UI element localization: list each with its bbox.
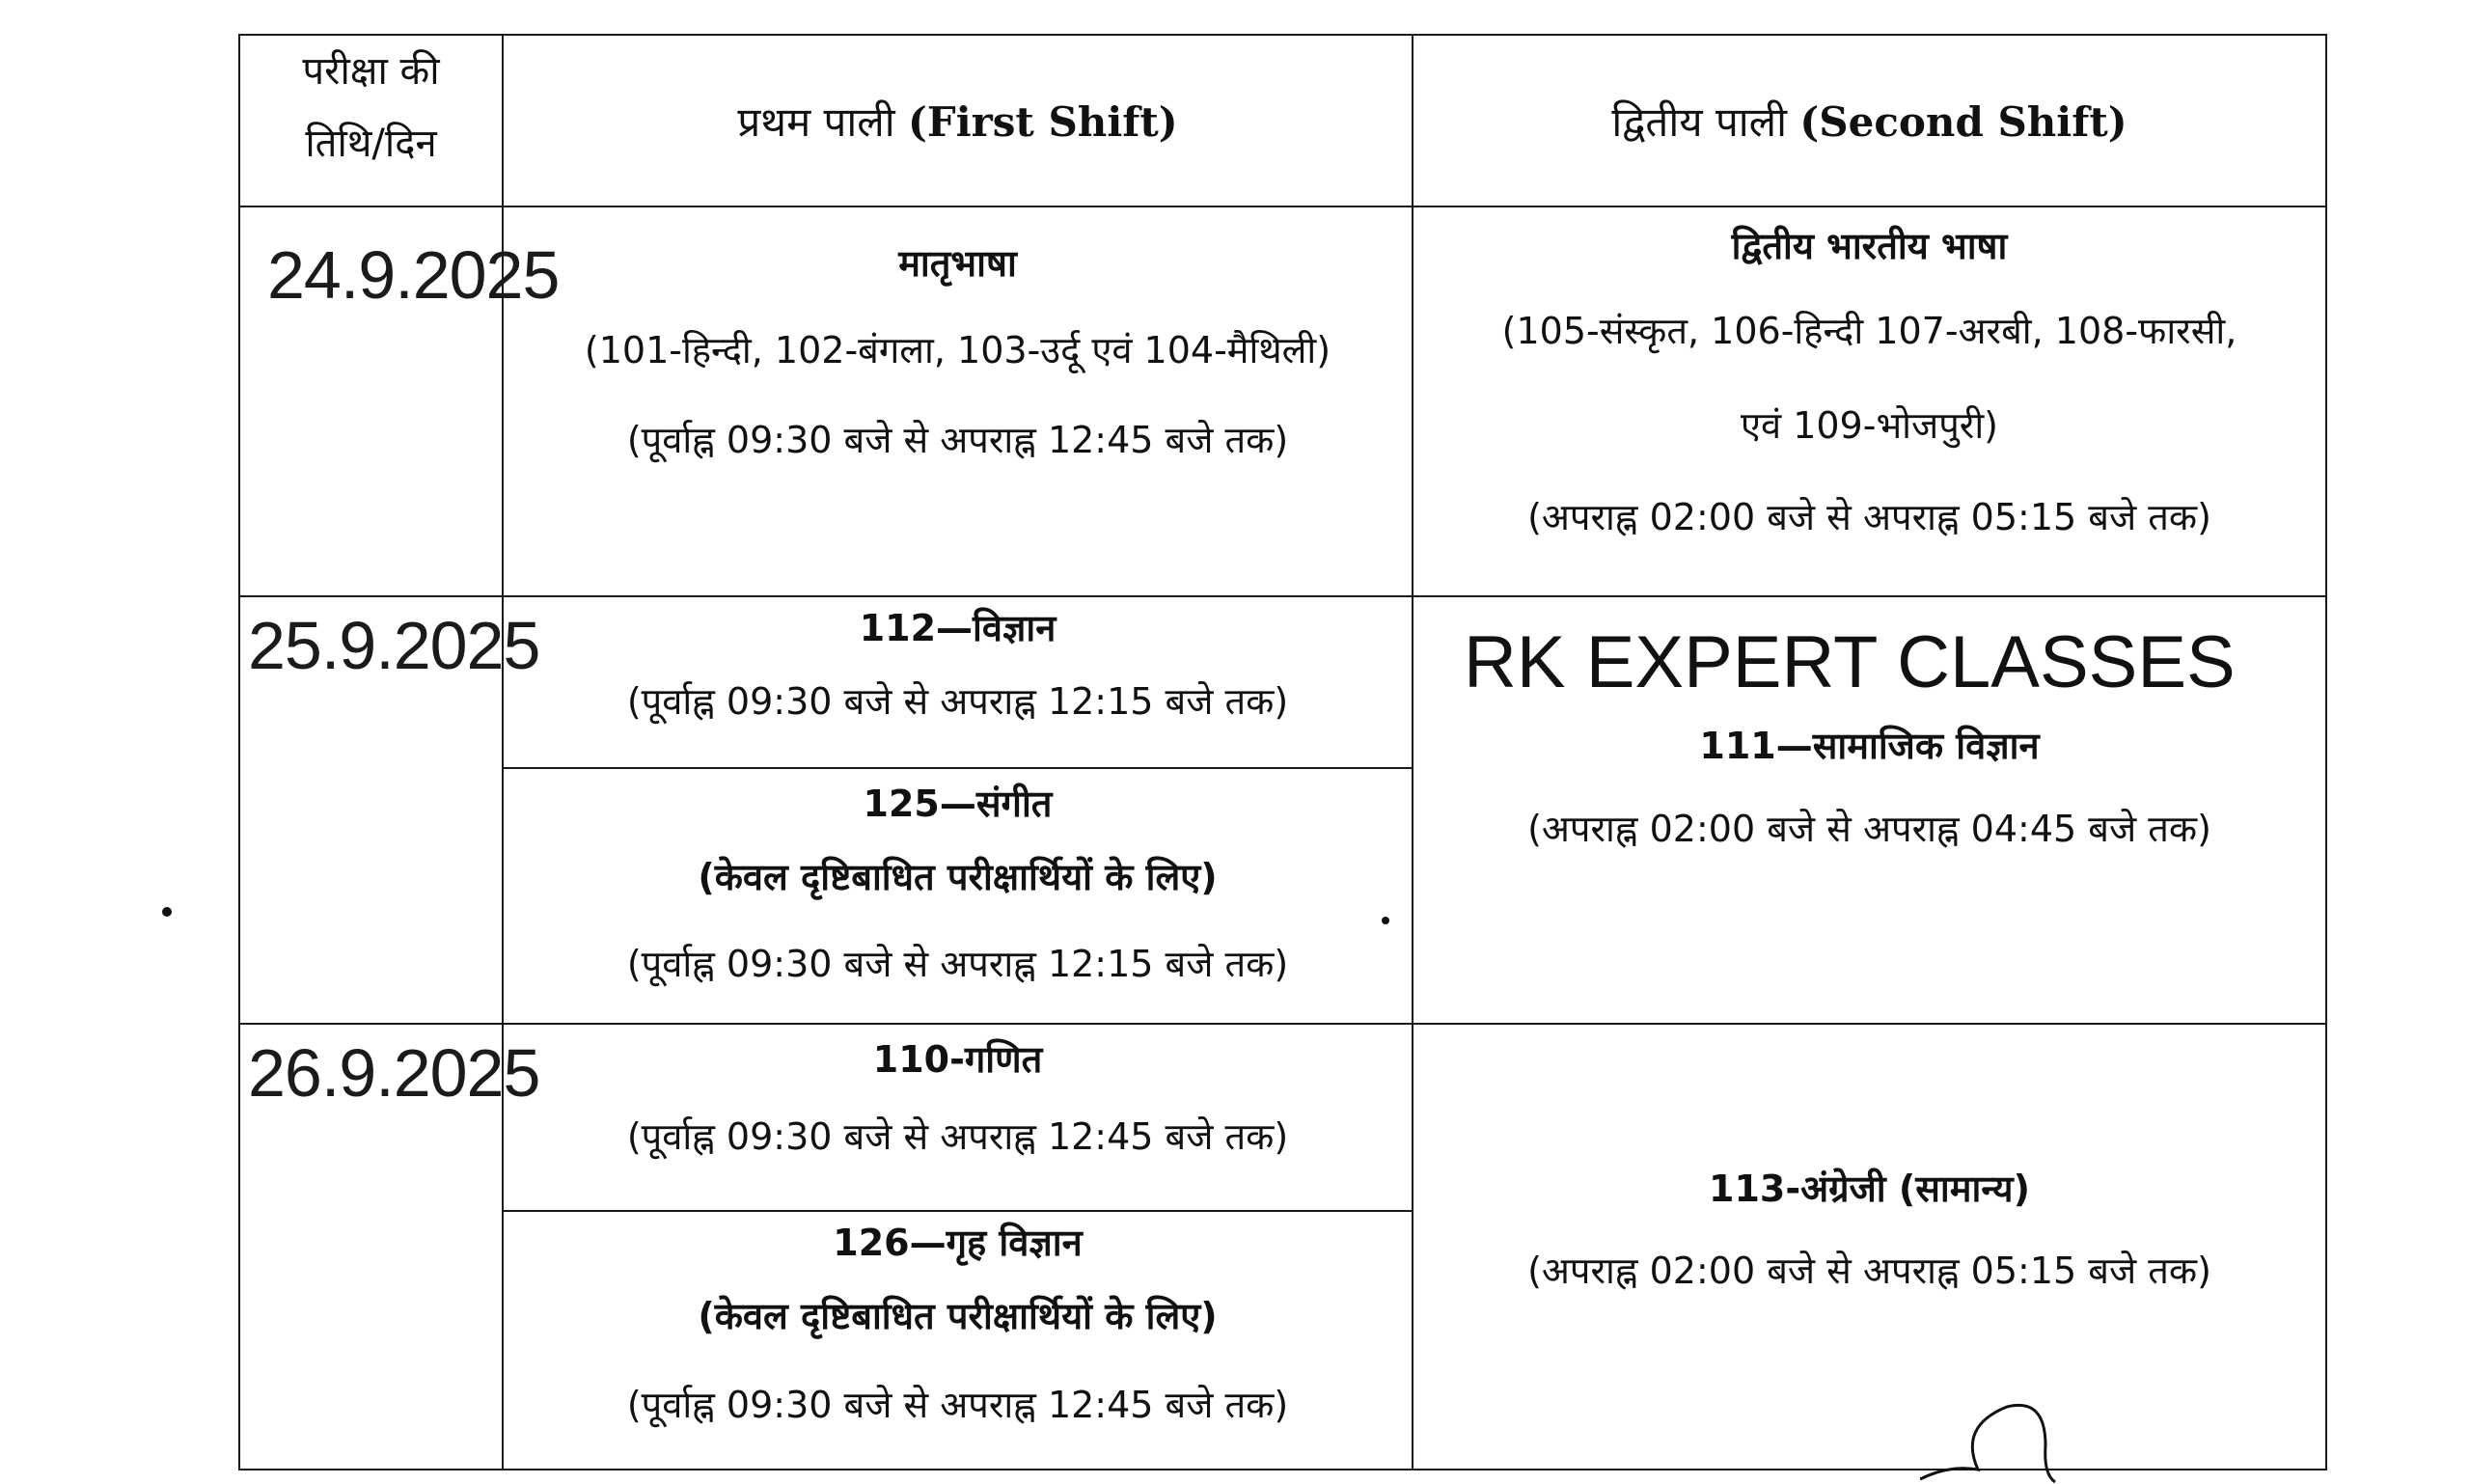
subject-title: 110-गणित <box>872 1038 1043 1081</box>
header-row <box>239 35 2326 206</box>
exam-time: (पूर्वाह्न 09:30 बजे से अपराह्न 12:15 बजे तक) <box>626 943 1289 985</box>
schedule-row-2a <box>239 596 2326 768</box>
subject-title: 111—सामाजिक विज्ञान <box>1699 725 2040 767</box>
second-shift-label: द्वितीय पाली <box>1611 97 1788 146</box>
header-date-line2: तिथि/दिन <box>305 122 437 166</box>
exam-time: (पूर्वाह्न 09:30 बजे से अपराह्न 12:15 बजे तक) <box>626 680 1289 723</box>
schedule-row-1 <box>239 206 2326 596</box>
header-second-shift <box>1413 35 2326 206</box>
subject-title: 112—विज्ञान <box>859 607 1057 649</box>
subject-title: 126—गृह विज्ञान <box>833 1222 1083 1264</box>
scan-speck-dot <box>1382 917 1389 924</box>
exam-time: (पूर्वाह्न 09:30 बजे से अपराह्न 12:45 बजे तक) <box>626 1115 1289 1158</box>
exam-date-2: 25.9.2025 <box>248 608 540 683</box>
subject-note: (केवल दृष्टिबाधित परीक्षार्थियों के लिए) <box>698 856 1218 898</box>
first-shift-label: प्रथम पाली <box>737 97 895 146</box>
exam-time: (अपराह्न 02:00 बजे से अपराह्न 04:45 बजे तक) <box>1527 808 2211 850</box>
date-cell-1 <box>239 206 560 596</box>
date-cell-3 <box>239 1024 540 1470</box>
subject-list: (101-हिन्दी, 102-बंगला, 103-उर्दू एवं 104-मैथिली) <box>584 329 1331 371</box>
subject-note: (केवल दृष्टिबाधित परीक्षार्थियों के लिए) <box>698 1295 1218 1337</box>
second-shift-cell-3 <box>1413 1024 2326 1470</box>
first-shift-cell-2b <box>503 768 1413 1024</box>
exam-time: (अपराह्न 02:00 बजे से अपराह्न 05:15 बजे तक) <box>1527 1250 2211 1292</box>
header-date-cell <box>239 35 503 206</box>
subject-list-line1: (105-संस्कृत, 106-हिन्दी 107-अरबी, 108-फारसी, <box>1501 310 2237 352</box>
schedule-row-3a <box>239 1024 2326 1211</box>
subject-title: मातृभाषा <box>898 242 1017 285</box>
first-shift-cell-3a <box>503 1024 1413 1211</box>
subject-title: द्वितीय भारतीय भाषा <box>1731 225 2008 267</box>
exam-time: (पूर्वाह्न 09:30 बजे से अपराह्न 12:45 बजे तक) <box>626 1384 1289 1426</box>
watermark-brand: RK EXPERT CLASSES <box>1464 621 2236 703</box>
first-shift-cell-3b <box>503 1211 1413 1470</box>
exam-date-3: 26.9.2025 <box>248 1035 540 1111</box>
first-shift-cell-2a <box>503 596 1413 768</box>
subject-title: 113-अंग्रेजी (सामान्य) <box>1709 1168 2030 1210</box>
first-shift-cell-1 <box>503 206 1413 596</box>
second-shift-cell-1 <box>1413 206 2326 596</box>
header-date-line1: परीक्षा की <box>302 49 440 94</box>
exam-time: (अपराह्न 02:00 बजे से अपराह्न 05:15 बजे तक) <box>1527 496 2211 538</box>
second-shift-en-label: (Second Shift) <box>1799 97 2127 146</box>
first-shift-en-label: (First Shift) <box>908 97 1178 146</box>
signature-scribble <box>1920 1388 2074 1484</box>
date-cell-2 <box>239 596 540 1024</box>
exam-schedule-table <box>238 34 2327 1470</box>
exam-time: (पूर्वाह्न 09:30 बजे से अपराह्न 12:45 बजे तक) <box>626 419 1289 461</box>
subject-list-line2: एवं 109-भोजपुरी) <box>1740 404 1998 447</box>
exam-date-1: 24.9.2025 <box>267 237 560 313</box>
subject-title: 125—संगीत <box>863 783 1053 825</box>
header-first-shift <box>503 35 1413 206</box>
second-shift-cell-2 <box>1413 596 2326 1024</box>
scan-speck-dot <box>162 907 172 917</box>
